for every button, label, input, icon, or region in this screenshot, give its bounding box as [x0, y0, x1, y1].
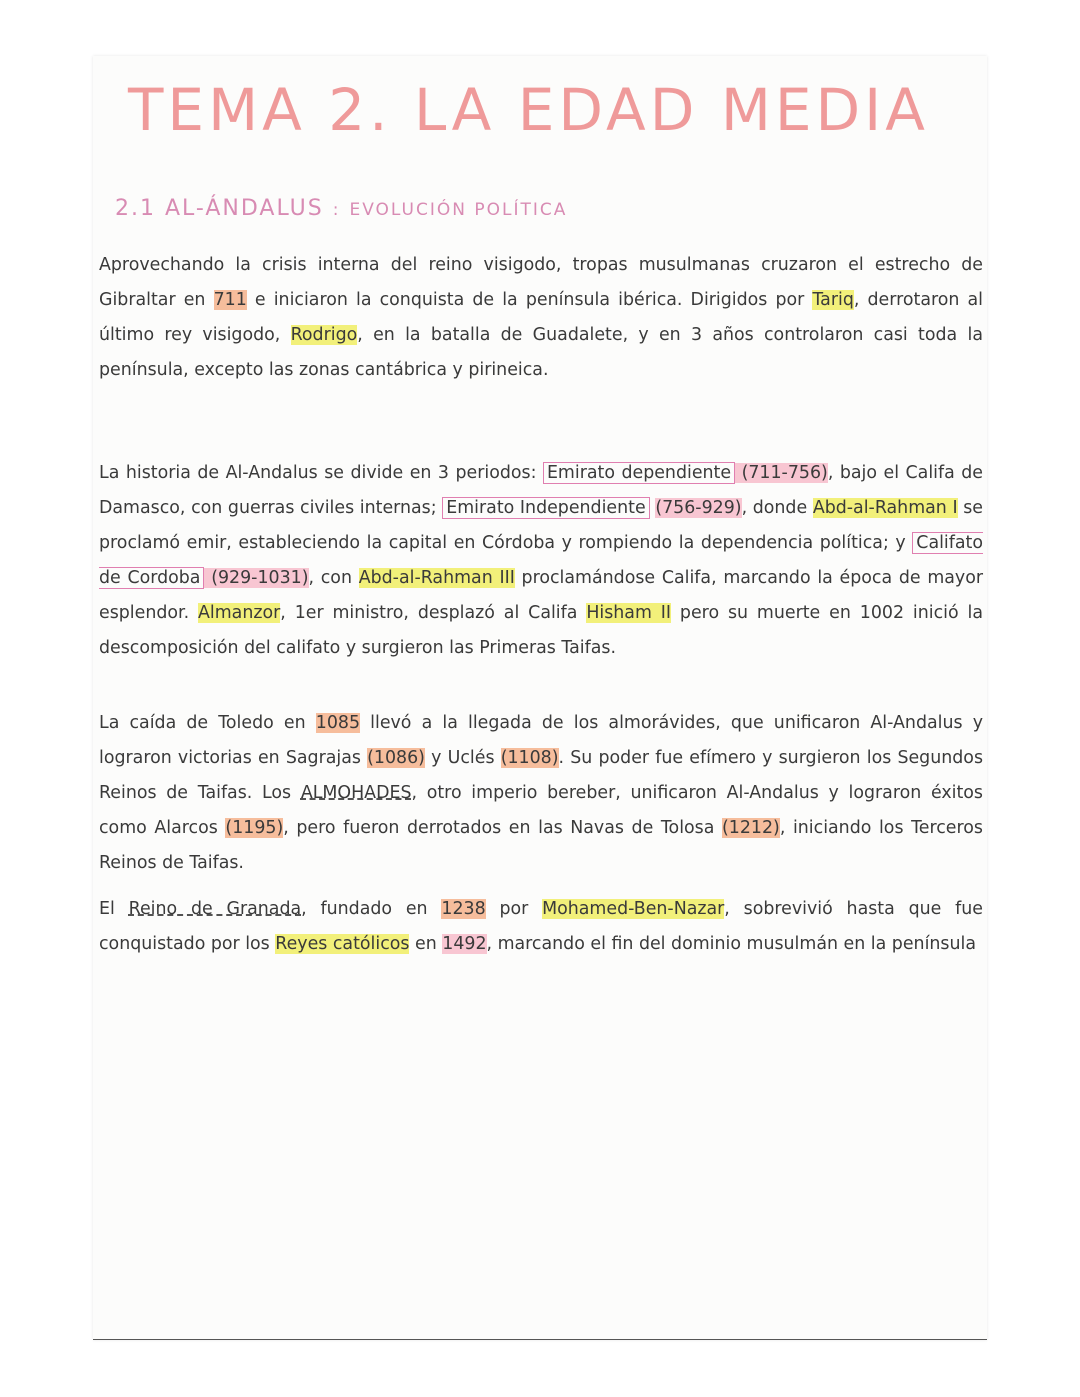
- text: en: [409, 934, 443, 954]
- underlined-term: ALMOHADES: [300, 783, 412, 803]
- text: Aprovechando la crisis interna del reino visigodo, tropas musulmanas cruzaron el estrecho de Gibraltar en: [99, 255, 983, 310]
- name-highlight: Tariq: [812, 290, 854, 310]
- text: , con: [308, 568, 359, 588]
- notebook-page: [93, 56, 987, 1340]
- text: , en la batalla de Guadalete, y en 3 años controlaron casi toda la península, excepto las zonas cantábrica y pirineica.: [99, 325, 983, 380]
- text: pero su muerte en 1002 inició la descomposición del califato y surgieron las Primeras Taifas.: [99, 603, 983, 658]
- name-highlight: Almanzor: [198, 603, 281, 623]
- text: , iniciando los Terceros Reinos de Taifas.: [99, 818, 983, 873]
- date-highlight: (1212): [721, 818, 780, 838]
- paragraph-conquest: [99, 248, 983, 388]
- date-highlight: (1195): [225, 818, 284, 838]
- name-highlight: Abd-al-Rahman I: [812, 498, 958, 518]
- text: , pero fueron derrotados en las Navas de Tolosa: [283, 818, 722, 838]
- text: La caída de Toledo en: [99, 713, 316, 733]
- underlined-term: Reino de Granada: [128, 899, 302, 919]
- text: , donde: [741, 498, 813, 518]
- text: se proclamó emir, estableciendo la capital en Córdoba y rompiendo la dependencia política; y: [99, 498, 983, 553]
- text: , fundado en: [301, 899, 442, 919]
- paragraph-invasions: [99, 706, 983, 881]
- text: , 1er ministro, desplazó al Califa: [280, 603, 587, 623]
- paragraph-granada: [99, 892, 983, 962]
- period-box: Emirato Independiente: [442, 497, 649, 519]
- text: proclamándose Califa, marcando la época de mayor esplendor.: [99, 568, 983, 623]
- date-highlight: (1108): [500, 748, 559, 768]
- text: La historia de Al-Andalus se divide en 3 periodos:: [99, 463, 543, 483]
- date-highlight: 1238: [441, 899, 486, 919]
- text: , sobrevivió hasta que fue conquistado por los: [99, 899, 983, 954]
- section-separator: :: [332, 200, 341, 220]
- text: e iniciaron la conquista de la península ibérica. Dirigidos por: [246, 290, 813, 310]
- date-highlight: 1085: [315, 713, 361, 733]
- text: , derrotaron al último rey visigodo,: [99, 290, 984, 345]
- paragraph-periods: [99, 456, 983, 666]
- text: y Uclés: [424, 748, 501, 768]
- period-box: Emirato dependiente: [543, 462, 735, 484]
- date-highlight: (756-929): [655, 498, 742, 518]
- date-highlight: (1086): [367, 748, 425, 768]
- text: , marcando el fin del dominio musulmán en la península: [486, 934, 976, 954]
- page-title: TEMA 2. LA EDAD MEDIA: [128, 76, 929, 144]
- date-highlight: (929-1031): [204, 568, 309, 588]
- date-highlight: 711: [213, 290, 247, 310]
- name-highlight: Hisham II: [586, 603, 672, 623]
- text: . Su poder fue efímero y surgieron los Segundos Reinos de Taifas. Los: [99, 748, 984, 803]
- text: , bajo el Califa de Damasco, con guerras civiles internas;: [99, 463, 983, 518]
- section-name: AL-ÁNDALUS: [165, 196, 324, 221]
- section-heading: [115, 196, 567, 221]
- name-highlight: Rodrigo: [290, 325, 358, 345]
- section-number: 2.1: [115, 196, 156, 221]
- section-topic: EVOLUCIÓN POLÍTICA: [349, 200, 568, 220]
- period-box: Califato de Cordoba: [99, 533, 983, 588]
- name-highlight: Reyes católicos: [275, 934, 410, 954]
- text: El: [99, 899, 129, 919]
- text: , otro imperio bereber, unificaron Al-Andalus y lograron éxitos como Alarcos: [99, 783, 983, 838]
- name-highlight: Abd-al-Rahman III: [358, 568, 515, 588]
- text: por: [485, 899, 543, 919]
- name-highlight: Mohamed-Ben-Nazar: [542, 899, 725, 919]
- date-highlight: 1492: [442, 934, 487, 954]
- date-highlight: (711-756): [735, 463, 828, 483]
- text: llevó a la llegada de los almorávides, que unificaron Al-Andalus y lograron victorias en Sagrajas: [99, 713, 983, 768]
